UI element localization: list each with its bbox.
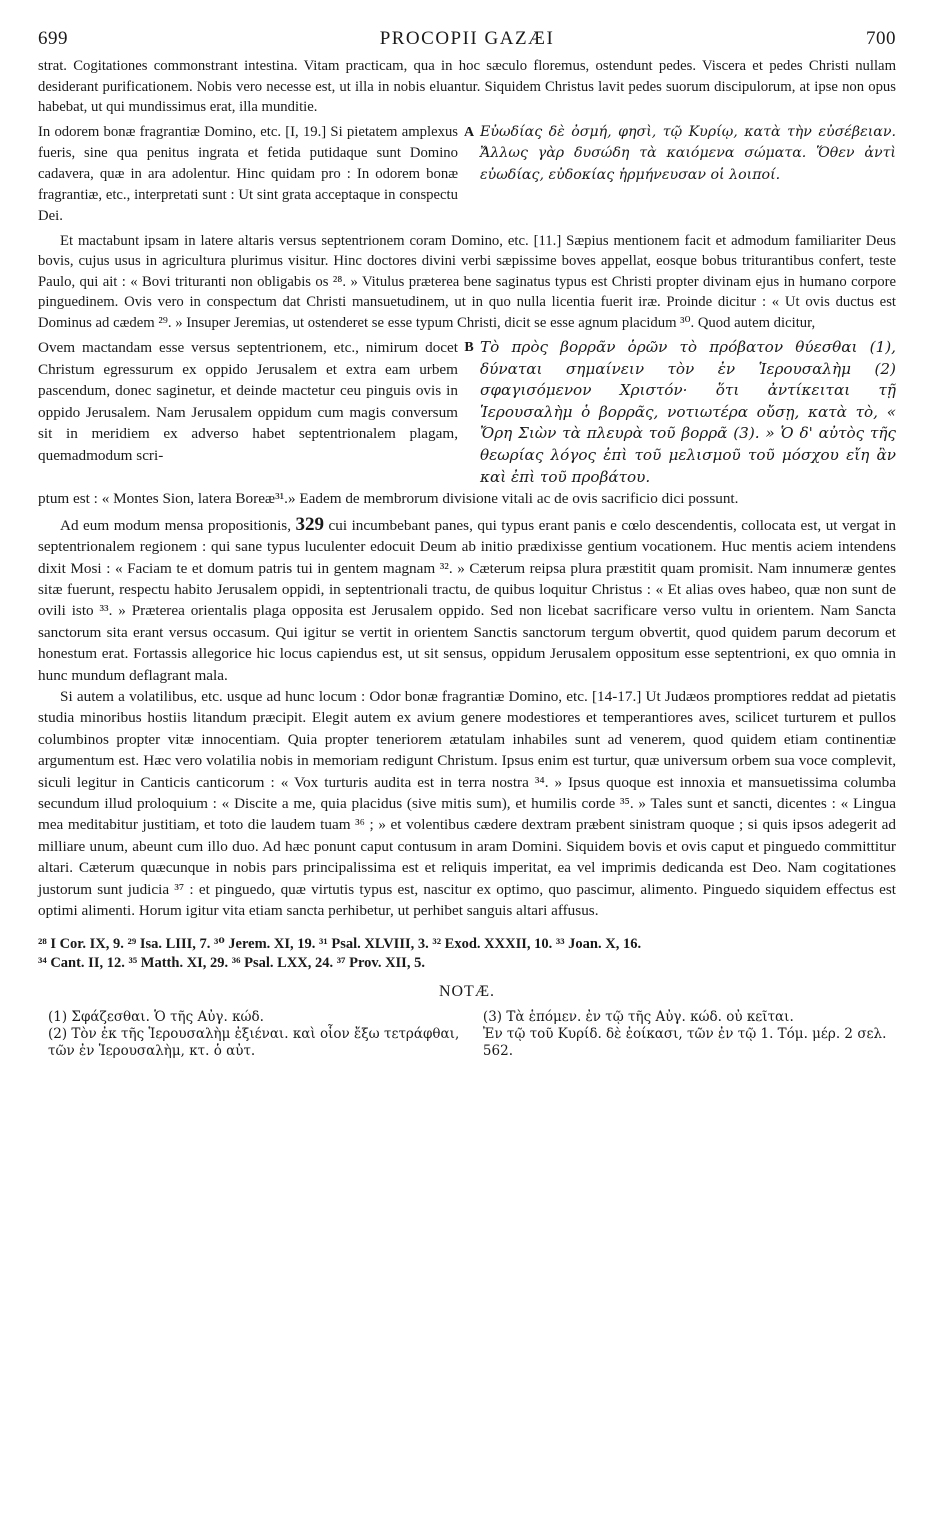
notes-left (38, 1009, 473, 1060)
notes-block (38, 1009, 896, 1060)
latin-column-b: Ovem mactandam esse versus septentrionem, etc., nimirum docet Christum egressurum ex oppido Jerusalem et extra eam urbem pascendum, donec saginetur, et deinde mactetur ceu pinguis ovis in oppido Jerusalem. Nam Jerusalem oppidum cum magis conversum sit in meridiem ex adverso habet septentrionalem plagam, quemadmodum scri- (38, 339, 458, 464)
note-1: (1) Σφάζεσθαι. Ὁ τῆς Αὐγ. κώδ. (48, 1009, 264, 1026)
note-2: (2) Τὸν ἐκ τῆς Ἱερουσαλὴμ ἐξιέναι. καὶ οἷον ἔξω τετράφθαι, τῶν ἐν Ἱερουσαλὴμ, κτ. ὁ αὐτ. (48, 1026, 460, 1060)
note-3: (3) Τὰ ἑπόμεν. ἐν τῷ τῆς Αὐγ. κώδ. οὐ κεῖται. (482, 1009, 794, 1026)
notes-right (473, 1009, 896, 1060)
page-number-right: 700 (865, 28, 896, 49)
column-number-329: 329 (295, 513, 325, 535)
scripture-references (38, 935, 896, 973)
paragraph-329-before: Ad eum modum mensa propositionis, (60, 516, 292, 534)
running-header (38, 28, 896, 56)
paragraph-329-after: cui incumbebant panes, qui typus erant panis e cœlo descendentis, collocata est, ut vergat in septentrionalem regionem : qui sane typus luculenter edocuit Deum ab initio prædixisse gentium vocationem. Huc mentis aciem intendens dixit Mosi : « Faciam te et domum patris tui in gentem magnam ³². » Cæterum reipsa plura præstitit quam promisit. Nam innumeræ gentes sitæ fuerunt, respectu habito Jerusalem oppidi, in septentrionali tractu, de quibus loquitur Christus : « Et alias oves habeo, quæ non sunt de ovili isto ³³. » Præterea orientalis plaga opposita est Jerusalem oppido. Sed non licebat sacrificare verso vultu in orientem. Nam Sancta sanctorum sita erant versus occasum. Qui igitur se vertit in orientem Sanctis sanctorum tergum obvertit, quod quidem parum decorum et honestum erat. Fortassis allegorice hic locus capiendus est, ut sit sensus, oppidum Jerusalem oppositum esse septentrioni, ex quo omnia in hunc mundum deflagrant mala. (38, 516, 896, 684)
note-3-continued: Ἐν τῷ τοῦ Κυρίδ. δὲ ἐοίκασι, τῶν ἐν τῷ 1. Τόμ. μέρ. 2 σελ. 562. (482, 1026, 887, 1060)
page (38, 28, 896, 1060)
running-title: PROCOPII GAZÆI (379, 28, 555, 49)
latin-column-a: In odorem bonæ fragrantiæ Domino, etc. [I, 19.] Si pietatem amplexus fueris, sine qua penitus ingrata et fetida putidaque sunt Domino cadavera, quæ in ara adolentur. Hinc quidam pro : In odorem bonæ fragrantiæ, etc., interpretati sunt : Ut sint grata acceptaque in conspectu Dei. (38, 123, 458, 224)
greek-column-a: Εὐωδίας δὲ ὀσμή, φησὶ, τῷ Κυρίῳ, κατὰ τὴν εὐσέβειαν. Ἄλλως γὰρ δυσώδη τὰ καιόμενα σώματα. Ὅθεν ἀντὶ εὐωδίας, εὐδοκίας ἡρμήνευσαν οἱ λοιποί. (480, 123, 896, 183)
parallel-block-a (38, 122, 896, 227)
section-marker-a: A (463, 124, 475, 140)
paragraph-last: Si autem a volatilibus, etc. usque ad hunc locum : Odor bonæ fragrantiæ Domino, etc. [14-17.] Ut Judæos promptiores reddat ad pietatis studia minoribus hostiis litandum præcipit. Elegit autem ex avium genere modestiores et temperantiores aves, scilicet turturem et pullos columbinos propter vitæ innocentiam. Quia propter teneriorem ætatulam inhabiles sunt ad venerem, quod quidem etiam continentiæ argumentum est. Hæc vero volatilia nobis in memoriam redigunt Christum. Ipsus enim est turtur, quæ universum orbem sua voce complevit, siculi legitur in Canticis canticorum : « Vox turturis audita est in terra nostra ³⁴. » Ipsus quoque est innoxia et mansuetissima columba secundum illud proloquium : « Discite a me, quia placidus (sive mitis sum), et humilis corde ³⁵. » Tales sunt et sancti, dicentes : « Lingua mea meditabitur justitiam, et toto die laudem tuam ³⁶ ; » et volentibus cædere dextram præbent sinistram quoque ; si quis ipsos adegerit ad milliare unum, abeunt cum illo duo. Ad hæc ponunt caput contusum in aram Domini. Siquidem bovis et ovis caput et pinguedo committitur altari. Cæterum quæcunque in nobis pars principalissima est et reliquis imperitat, ea vel imprimis dedicanda est Deo. Nam cogitationes justorum sunt judicia ³⁷ : et pinguedo, quæ virtutis typus est, nascitur ex optimo, quo pascimur, alimento. Pinguedo siquidem effectus est optimi alimenti. Horum igitur vita etiam sancta perhibetur, ut perhibet sanguis altari affusus. (38, 688, 896, 920)
section-marker-b: B (464, 340, 474, 355)
paragraph-top: strat. Cogitationes commonstrant intestina. Vitam practicam, qua in hoc sæculo floremus, ostendunt pedes. Viscera et pedes Christi nullam desiderant purificationem. Nobis vero necesse est, ut illa in nobis eluantur. Siquidem Christus lavit pedes suorum discipulorum, at ipse non opus habebat, ut qui mundissimus erat, illa munditie. (38, 58, 896, 115)
references-line-2: ³⁴ Cant. II, 12. ³⁵ Matth. XI, 29. ³⁶ Psal. LXX, 24. ³⁷ Prov. XII, 5. (38, 955, 425, 972)
paragraph-middle: Et mactabunt ipsam in latere altaris versus septentrionem coram Domino, etc. [11.] Sæpius mentionem facit et admodum familiariter Deus bovis, cujus usus in agricultura plurimus visitur. Hinc doctores divini verbi sæpissime boves appellat, eosque bobus triturantibus confert, teste Paulo, qui ait : « Bovi trituranti non obligabis os ²⁸. » Vitulus præterea bene saginatus typus est Christi propter divinam ejus in humano corpore pinguedinem. Ovis vero in conspectum dat Christi mansuetudinem, ut in quo nulla licentia fuerit iræ. Proinde dicitur : « Ut ovis ductus est Dominus ad cædem ²⁹. » Insuper Jeremias, ut ostenderet se esse typum Christi, dicit se esse agnum placidum ³⁰. Quod autem dicitur, (38, 232, 896, 331)
paragraph-b-continuation: ptum est : « Montes Sion, latera Boreæ³¹.» Eadem de membrorum divisione vitali ac de ovis sacrificio dici possunt. (38, 490, 739, 508)
references-line-1: ²⁸ I Cor. IX, 9. ²⁹ Isa. LIII, 7. ³⁰ Jerem. XI, 19. ³¹ Psal. XLVIII, 3. ³² Exod. XXXII, 10. ³³ Joan. X, 16. (38, 936, 642, 953)
notae-heading: NOTÆ. (438, 983, 496, 1001)
greek-column-b: Τὸ πρὸς βορρᾶν ὁρῶν τὸ πρόβατον θύεσθαι (1), δύναται σημαίνειν τὸν ἐν Ἱερουσαλὴμ (2) σφαγισόμενον Χριστόν· ὅτι ἀντίκειται τῇ Ἱερουσαλὴμ ὁ βορρᾶς, νοτιωτέρα οὔσῃ, κατὰ τὸ, « Ὄρη Σιὼν τὰ πλευρὰ τοῦ βορρᾶ (3). » Ὁ δ' αὐτὸς τῆς θεωρίας λόγος ἐπὶ τοῦ μελισμοῦ τοῦ μόσχου εἴη ἂν καὶ ἐπὶ τοῦ προβάτου. (480, 338, 896, 486)
parallel-block-b (38, 337, 896, 488)
paragraph-329 (38, 514, 896, 686)
page-number-left: 699 (38, 28, 68, 49)
